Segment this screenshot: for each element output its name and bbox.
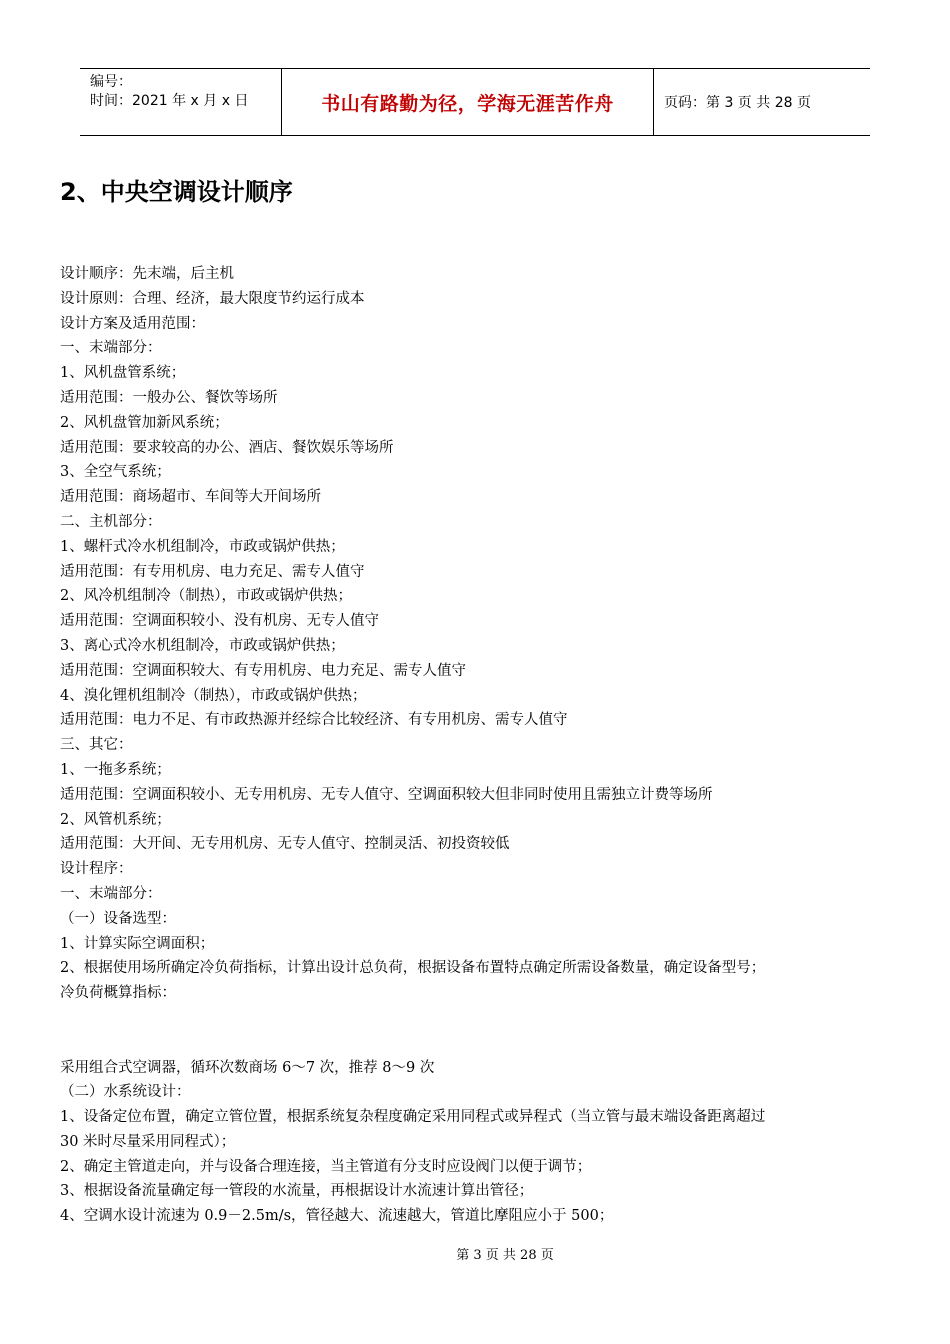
- blank-line: [60, 1031, 880, 1056]
- document-date: 时间：2021 年 x 月 x 日: [90, 93, 249, 109]
- paragraph-line: 适用范围：大开间、无专用机房、无专人值守、控制灵活、初投资较低: [60, 836, 510, 853]
- paragraph-line: 2、风机盘管加新风系统；: [60, 414, 229, 431]
- page-header: [80, 68, 870, 136]
- header-motto-cell: [282, 69, 654, 135]
- paragraph-line: 30 米时尽量采用同程式）；: [60, 1133, 236, 1150]
- paragraph-line: 设计程序：: [60, 861, 133, 878]
- paragraph-line: 适用范围：电力不足、有市政热源并经综合比较经济、有专用机房、需专人值守: [60, 712, 568, 729]
- paragraph-line: 一、末端部分：: [60, 885, 162, 902]
- paragraph-line: 1、风机盘管系统；: [60, 365, 186, 382]
- paragraph-line: 适用范围：要求较高的办公、酒店、餐饮娱乐等场所: [60, 439, 394, 456]
- paragraph-line: 适用范围：空调面积较小、无专用机房、无专人值守、空调面积较大但非同时使用且需独立计费等场所: [60, 786, 713, 803]
- paragraph-line: 2、风管机系统；: [60, 811, 171, 828]
- blank-line: [60, 1006, 880, 1031]
- header-motto: 书山有路勤为径，学海无涯苦作舟: [321, 92, 614, 115]
- paragraph-line: 设计顺序：先末端，后主机: [60, 266, 234, 282]
- paragraph-line: 2、确定主管道走向，并与设备合理连接，当主管道有分支时应设阀门以便于调节；: [60, 1158, 592, 1175]
- paragraph-line: （二）水系统设计：: [60, 1084, 191, 1101]
- paragraph-line: 3、离心式冷水机组制冷，市政或锅炉供热；: [60, 637, 345, 654]
- paragraph-line: 3、全空气系统；: [60, 464, 171, 481]
- paragraph-line: 2、风冷机组制冷（制热），市政或锅炉供热；: [60, 588, 352, 605]
- paragraph-line: 适用范围：商场超市、车间等大开间场所: [60, 489, 321, 506]
- paragraph-line: 二、主机部分：: [60, 513, 162, 530]
- page-footer: 第 3 页 共 28 页: [456, 1248, 554, 1263]
- paragraph-line: 适用范围：有专用机房、电力充足、需专人值守: [60, 563, 365, 580]
- paragraph-line: 一、末端部分：: [60, 340, 162, 357]
- section-title: 2、中央空调设计顺序: [60, 178, 293, 206]
- paragraph-line: 设计方案及适用范围：: [60, 315, 205, 332]
- paragraph-line: 1、设备定位布置，确定立管位置，根据系统复杂程度确定采用同程式或异程式（当立管与最末端设备距离超过: [60, 1109, 766, 1126]
- paragraph-line: 2、根据使用场所确定冷负荷指标，计算出设计总负荷，根据设备布置特点确定所需设备数量，确定设备型号；: [60, 960, 766, 977]
- header-meta: [80, 69, 282, 135]
- paragraph-line: 三、其它：: [60, 737, 133, 754]
- paragraph-line: 1、螺杆式冷水机组制冷，市政或锅炉供热；: [60, 538, 345, 555]
- paragraph-line: （一）设备选型：: [60, 910, 176, 927]
- header-page-info: 页码：第 3 页 共 28 页: [664, 95, 811, 111]
- paragraph-line: 适用范围：空调面积较大、有专用机房、电力充足、需专人值守: [60, 662, 466, 679]
- paragraph-line: 适用范围：一般办公、餐饮等场所: [60, 389, 278, 406]
- paragraph-line: 冷负荷概算指标：: [60, 985, 176, 1002]
- paragraph-line: 3、根据设备流量确定每一管段的水流量，再根据设计水流速计算出管径；: [60, 1183, 534, 1200]
- paragraph-line: 4、空调水设计流速为 0.9－2.5m/s，管径越大、流速越大，管道比摩阻应小于 500；: [60, 1208, 614, 1225]
- body-text: [60, 262, 880, 1229]
- paragraph-line: 设计原则：合理、经济，最大限度节约运行成本: [60, 290, 365, 307]
- paragraph-line: 适用范围：空调面积较小、没有机房、无专人值守: [60, 613, 379, 630]
- paragraph-line: 4、溴化锂机组制冷（制热），市政或锅炉供热；: [60, 687, 367, 704]
- paragraph-line: 采用组合式空调器，循环次数商场 6～7 次，推荐 8～9 次: [60, 1059, 435, 1076]
- paragraph-line: 1、计算实际空调面积；: [60, 935, 215, 952]
- paragraph-line: 1、一拖多系统；: [60, 761, 171, 778]
- document-code-label: 编号：: [90, 74, 132, 90]
